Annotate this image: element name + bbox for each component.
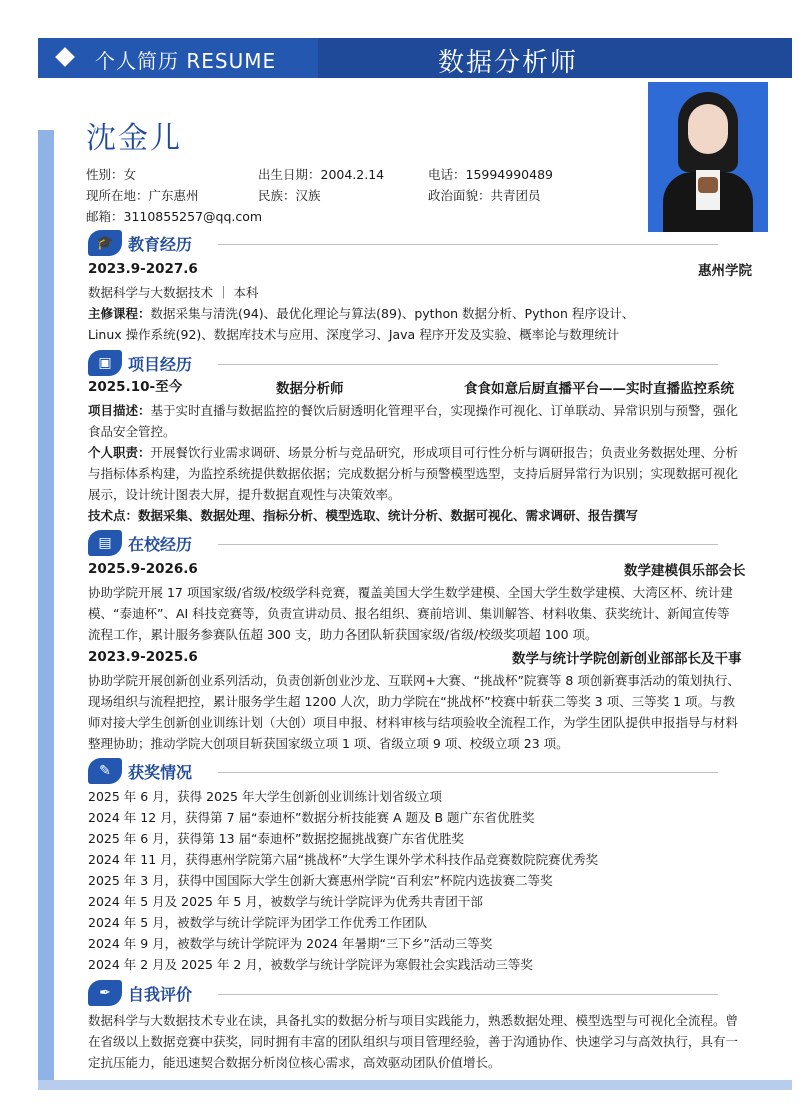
ethnic-info: 民族：汉族	[258, 188, 321, 203]
campus-item1-line-1: 协助学院开展 17 项国家级/省级/校级学科竞赛，覆盖美国大学生数学建模、全国大学生数学建模、大湾区杯、统计建	[88, 585, 733, 600]
project-desc-1: 项目描述：基于实时直播与数据监控的餐饮后厨透明化管理平台，实现操作可视化、订单联动、异常识别与预警，强化	[88, 403, 739, 418]
project-desc-2: 食品安全管控。	[88, 424, 176, 439]
job-title: 数据分析师	[438, 48, 579, 78]
campus-item2-role: 数学与统计学院创新创业部部长及干事	[512, 651, 742, 667]
briefcase-icon: ▣	[88, 350, 122, 376]
political-info: 政治面貌：共青团员	[428, 188, 541, 203]
project-duty-1: 个人职责：开展餐饮行业需求调研、场景分析与竞品研究，形成项目可行性分析与调研报告；负责业务数据处理、分析	[88, 445, 739, 460]
header-title: 个人简历 RESUME	[95, 49, 277, 73]
award-item: 2024 年 5 月，被数学与统计学院评为团学工作优秀工作团队	[88, 915, 428, 930]
campus-header	[88, 530, 728, 558]
project-name: 食食如意后厨直播平台——实时直播监控系统	[464, 381, 734, 397]
major: 数据科学与大数据技术 ｜ 本科	[88, 285, 259, 300]
award-item: 2024 年 11 月，获得惠州学院第六届“挑战杯”大学生课外学术科技作品竞赛数院院赛优秀奖	[88, 852, 599, 867]
email-info: 邮箱：3110855257@qq.com	[86, 209, 263, 224]
self-header	[88, 980, 728, 1008]
pencil-icon: ✎	[88, 758, 122, 784]
self-line-3: 定抗压能力，能迅速契合数据分析岗位核心需求，高效驱动团队价值增长。	[88, 1055, 501, 1070]
location-info: 现所在地：广东惠州	[86, 188, 199, 203]
campus-item2-line-2: 现场组织与流程把控，累计服务学生超 1200 人次，助力学院在“挑战杯”校赛中斩获二等奖 3 项、三等奖 1 项。与教	[88, 694, 736, 709]
education-title: 教育经历	[128, 235, 193, 254]
campus-item1-date: 2025.9-2026.6	[88, 561, 198, 577]
candidate-name: 沈金儿	[86, 121, 182, 156]
award-item: 2025 年 3 月，获得中国国际大学生创新大赛惠州学院“百利宏”杯院内选拔赛二等奖	[88, 873, 553, 888]
side-stripe	[38, 130, 54, 1090]
award-item: 2025 年 6 月，获得第 13 届“泰迪杯”数据挖掘挑战赛广东省优胜奖	[88, 831, 464, 846]
profile-photo	[648, 82, 768, 232]
project-title: 项目经历	[128, 355, 193, 374]
graduation-cap-icon: 🎓	[88, 230, 122, 256]
courses-line-2: Linux 操作系统(92)、数据库技术与应用、深度学习、Java 程序开发及实验、概率论与数理统计	[88, 327, 620, 342]
education-date: 2023.9-2027.6	[88, 261, 198, 277]
campus-item1-role: 数学建模俱乐部会长	[624, 563, 746, 579]
awards-title: 获奖情况	[128, 763, 193, 782]
award-item: 2024 年 5 月及 2025 年 5 月，被数学与统计学院评为优秀共青团干部	[88, 894, 483, 909]
award-item: 2024 年 12 月，获得第 7 届“泰迪杯”数据分析技能赛 A 题及 B 题广东省优胜奖	[88, 810, 535, 825]
book-icon: ▤	[88, 530, 122, 556]
campus-item2-line-1: 协助学院开展创新创业系列活动，负责创新创业沙龙、互联网+大赛、“挑战杯”院赛等 8 项创新赛事活动的策划执行、	[88, 673, 740, 688]
self-line-2: 在省级以上数据竞赛中获奖，同时拥有丰富的团队组织与项目管理经验，善于沟通协作、快速学习与高效执行，具有一	[88, 1034, 739, 1049]
education-header	[88, 230, 728, 258]
campus-item2-line-4: 整理协助；推动学院大创项目斩获国家级立项 1 项、省级立项 9 项、校级立项 23 项。	[88, 736, 569, 751]
campus-item2-line-3: 师对接大学生创新创业训练计划（大创）项目申报、材料审核与结项验收全流程工作，为学生团队提供申报指导与材料	[88, 715, 739, 730]
project-header	[88, 350, 728, 378]
gender-info: 性别：女	[86, 167, 137, 182]
campus-item2-date: 2023.9-2025.6	[88, 649, 198, 665]
project-duty-2: 与指标体系构建，为监控系统提供数据依据；完成数据分析与预警模型选型，支持后厨异常行为识别；实现数据可视化	[88, 466, 739, 481]
campus-item1-line-3: 流程工作，累计服务参赛队伍超 300 支，助力各团队斩获国家级/省级/校级奖项超 100 项。	[88, 627, 598, 642]
award-item: 2025 年 6 月，获得 2025 年大学生创新创业训练计划省级立项	[88, 789, 442, 804]
project-date: 2025.10-至今	[88, 379, 183, 395]
school-name: 惠州学院	[698, 263, 752, 279]
self-title: 自我评价	[128, 985, 193, 1004]
phone-info: 电话：15994990489	[428, 167, 553, 182]
birth-info: 出生日期：2004.2.14	[258, 167, 385, 182]
project-tech: 技术点：数据采集、数据处理、指标分析、模型选取、统计分析、数据可视化、需求调研、报告撰写	[88, 508, 639, 523]
pen-icon: ✒	[88, 980, 122, 1006]
campus-item1-line-2: 模、“泰迪杯”、AI 科技竞赛等，负责宣讲动员、报名组织、赛前培训、集训解答、材料收集、获奖统计、新闻宣传等	[88, 606, 730, 621]
project-duty-3: 展示，设计统计图表大屏，提升数据直观性与决策效率。	[88, 487, 401, 502]
awards-header	[88, 758, 728, 786]
award-item: 2024 年 9 月，被数学与统计学院评为 2024 年暑期“三下乡”活动三等奖	[88, 936, 493, 951]
courses-line-1: 主修课程：数据采集与清洗(94)、最优化理论与算法(89)、python 数据分析、Python 程序设计、	[88, 306, 635, 321]
self-line-1: 数据科学与大数据技术专业在读，具备扎实的数据分析与项目实践能力，熟悉数据处理、模型选型与可视化全流程。曾	[88, 1013, 739, 1028]
campus-title: 在校经历	[128, 535, 193, 554]
project-role: 数据分析师	[276, 381, 344, 397]
bottom-stripe	[38, 1080, 792, 1090]
award-item: 2024 年 2 月及 2025 年 2 月，被数学与统计学院评为寒假社会实践活动三等奖	[88, 957, 533, 972]
